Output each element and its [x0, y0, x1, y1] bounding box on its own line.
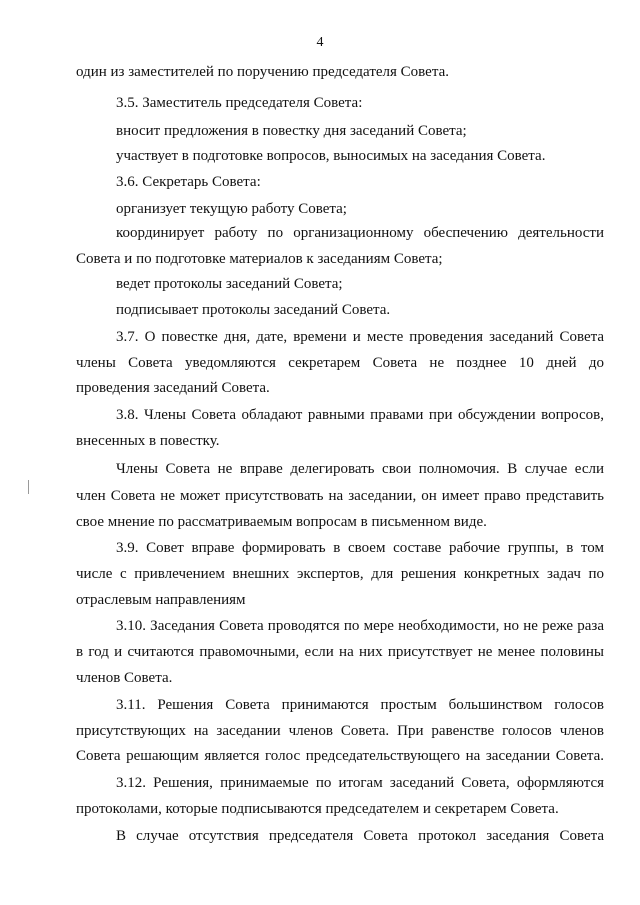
text-line: Совета и по подготовке материалов к заседаниям Совета;	[76, 251, 443, 267]
text-line: участвует в подготовке вопросов, выносимых на заседания Совета.	[116, 148, 546, 164]
text-line: проведения заседаний Совета.	[76, 380, 270, 396]
text-line: отраслевым направлениям	[76, 592, 246, 608]
text-line: 3.11. Решения Совета принимаются простым большинством голосов	[116, 697, 604, 713]
text-line: подписывает протоколы заседаний Совета.	[116, 302, 391, 318]
text-line: присутствующих на заседании членов Совета. При равенстве голосов членов	[76, 723, 604, 739]
text-line: членов Совета.	[76, 670, 173, 686]
text-line: члены Совета уведомляются секретарем Совета не позднее 10 дней до	[76, 355, 604, 371]
text-line: 3.6. Секретарь Совета:	[116, 174, 261, 190]
text-line: Совета решающим является голос председательствующего на заседании Совета.	[76, 748, 604, 764]
text-line: 3.8. Члены Совета обладают равными правами при обсуждении вопросов,	[116, 407, 604, 423]
text-line: В случае отсутствия председателя Совета протокол заседания Совета	[116, 828, 604, 844]
page-number: 4	[316, 35, 324, 50]
text-line: Члены Совета не вправе делегировать свои полномочия. В случае если	[116, 461, 604, 477]
text-line: один из заместителей по поручению председателя Совета.	[76, 64, 449, 80]
text-line: 3.9. Совет вправе формировать в своем составе рабочие группы, в том	[116, 540, 604, 556]
scan-mark	[28, 480, 29, 494]
text-line: числе с привлечением внешних экспертов, для решения конкретных задач по	[76, 566, 604, 582]
text-line: член Совета не может присутствовать на заседании, он имеет право представить	[76, 488, 604, 504]
text-line: координирует работу по организационному обеспечению деятельности	[116, 225, 604, 241]
text-line: протоколами, которые подписываются председателем и секретарем Совета.	[76, 801, 559, 817]
text-line: свое мнение по рассматриваемым вопросам в письменном виде.	[76, 514, 487, 530]
text-line: внесенных в повестку.	[76, 433, 220, 449]
text-line: организует текущую работу Совета;	[116, 201, 347, 217]
text-line: в год и считаются правомочными, если на них присутствует не менее половины	[76, 644, 604, 660]
text-line: 3.12. Решения, принимаемые по итогам заседаний Совета, оформляются	[116, 775, 604, 791]
text-line: 3.7. О повестке дня, дате, времени и месте проведения заседаний Совета	[116, 329, 604, 345]
text-line: 3.5. Заместитель председателя Совета:	[116, 95, 363, 111]
text-line: вносит предложения в повестку дня заседаний Совета;	[116, 123, 467, 139]
text-line: 3.10. Заседания Совета проводятся по мере необходимости, но не реже раза	[116, 618, 604, 634]
text-line: ведет протоколы заседаний Совета;	[116, 276, 343, 292]
